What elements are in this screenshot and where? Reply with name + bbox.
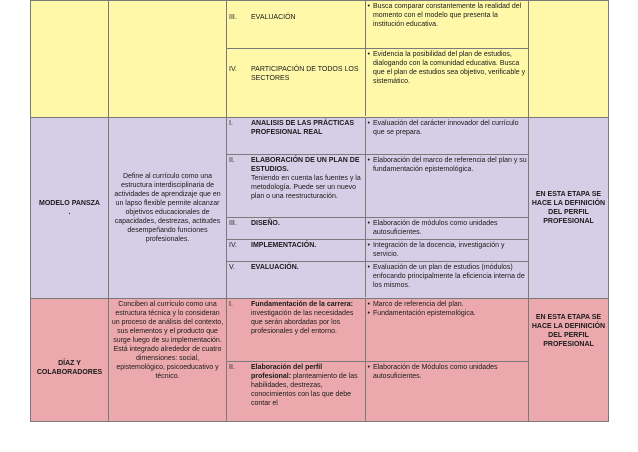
bullet-icon: • <box>367 219 370 227</box>
table-row-pansza <box>31 118 609 299</box>
phase-row <box>227 118 529 154</box>
phase-name: Fundamentación de la carrera: <box>251 301 353 308</box>
phase-detail: investigación de las necesidades que serán abordadas por los profesionales y del entorno. <box>251 310 354 335</box>
phase-bullets <box>365 239 529 261</box>
phase-name: EVALUACIÓN. <box>249 261 365 297</box>
bullet-item <box>368 119 528 137</box>
bullet-text: Evidencia la posibilidad del plan de estudios, dialogando con la comunidad educativa. Busca que el plan de estudios sea objetivo, verificable y sistemático. <box>372 50 526 85</box>
phase-row <box>227 239 529 261</box>
phase-bullets <box>365 217 529 239</box>
phase-row <box>227 217 529 239</box>
bullet-icon: • <box>367 241 370 249</box>
phase-bullets <box>365 48 529 116</box>
phase-number: V. <box>227 261 249 297</box>
bullet-item <box>368 363 528 381</box>
phase-name: IMPLEMENTACIÓN. <box>249 239 365 261</box>
phase-name: DISEÑO. <box>249 217 365 239</box>
phases-cell <box>227 118 529 299</box>
phase-bullets <box>365 361 529 421</box>
bullet-item <box>368 241 528 259</box>
phase-row <box>227 48 529 116</box>
phase-bullets <box>365 299 529 361</box>
result-cell: EN ESTA ETAPA SE HACE LA DEFINICIÓN DEL PERFIL PROFESIONAL <box>529 299 609 422</box>
bullet-icon: • <box>367 3 370 10</box>
curriculum-models-table <box>30 0 608 452</box>
phase-number: IV. <box>227 239 249 261</box>
phases-table-top <box>227 1 529 116</box>
bullet-text: Busca comparar constantemente la realidad del momento con el modelo que presenta la institución educativa. <box>372 3 522 28</box>
bullet-icon: • <box>367 156 370 164</box>
phase-row <box>227 299 529 361</box>
phase-cell <box>249 299 365 361</box>
phase-number: II. <box>227 154 249 217</box>
author-cell: DÍAZ Y COLABORADORES <box>31 299 109 422</box>
bullet-icon: • <box>367 120 370 127</box>
phase-cell <box>249 154 365 217</box>
bullet-icon: • <box>367 50 370 58</box>
phase-name: ELABORACIÓN DE UN PLAN DE ESTUDIOS. <box>251 156 360 173</box>
bullet-text: Integración de la docencia, investigación y servicio. <box>372 241 505 258</box>
phase-number: I. <box>227 118 249 154</box>
bullet-text: Elaboración de Módulos como unidades autosuficientes. <box>372 363 498 380</box>
phase-number: III. <box>227 1 249 48</box>
phase-bullets <box>365 118 529 154</box>
phase-name: Elaboración del perfil profesional: <box>251 363 323 380</box>
phase-row <box>227 261 529 297</box>
phase-name: PARTICIPACIÓN DE TODOS LOS SECTORES <box>249 48 365 116</box>
phases-table-diaz <box>227 299 529 421</box>
author-name: MODELO PANSZA <box>39 200 100 207</box>
phase-number: III. <box>227 217 249 239</box>
bullet-text: Evaluación de un plan de estudios (módulos) enfocando principalmente la eficiencia interna de los mismos. <box>372 263 525 289</box>
author-suffix: . <box>68 209 71 216</box>
phases-cell <box>227 1 529 118</box>
comparison-table <box>30 0 609 422</box>
definition-cell: Conciben al currículo como una estructura técnica y lo consideran un proceso de análisis del contexto, sus elementos y el producto que surge luego de su implementación. Está integrado alrededor de cuatro dimensiones: social, epistemológico, psicoeducativo y técnico. <box>109 299 227 422</box>
phase-bullets <box>365 1 529 48</box>
bullet-icon: • <box>367 310 370 317</box>
phase-cell <box>249 361 365 421</box>
bullet-text: Evaluación del carácter innovador del currículo que se prepara. <box>372 120 519 136</box>
bullet-text: Marco de referencia del plan. <box>372 301 464 308</box>
phase-name: EVALUACIÓN <box>249 1 365 48</box>
bullet-item <box>368 156 528 174</box>
phases-table-pansza <box>227 118 529 297</box>
phase-bullets <box>365 261 529 297</box>
definition-cell-empty <box>109 1 227 118</box>
bullet-text: Fundamentación epistemológica. <box>372 310 476 317</box>
bullet-item <box>368 309 528 318</box>
author-cell-empty <box>31 1 109 118</box>
phase-number: IV. <box>227 48 249 116</box>
bullet-icon: • <box>367 263 370 271</box>
phase-number: I. <box>227 299 249 361</box>
phases-cell <box>227 299 529 422</box>
bullet-icon: • <box>367 363 370 371</box>
phase-name: ANALISIS DE LAS PRÁCTICAS PROFESIONAL REAL <box>249 118 365 154</box>
bullet-text: Elaboración de módulos como unidades autosuficientes. <box>372 219 498 236</box>
bullet-item <box>368 2 528 29</box>
table-row-diaz <box>31 299 609 422</box>
phase-number: II. <box>227 361 249 421</box>
bullet-icon: • <box>367 301 370 308</box>
phase-detail: planteamiento de las habilidades, destrezas, conocimientos con las que debe contar el <box>251 372 358 407</box>
phase-row <box>227 154 529 217</box>
bullet-text: Elaboración del marco de referencia del plan y su fundamentación epistemológica. <box>372 156 527 173</box>
table-row-top <box>31 1 609 118</box>
phase-detail: Teniendo en cuenta las fuentes y la metodología. Puede ser un nuevo plan o una reestructuración. <box>251 174 361 200</box>
phase-bullets <box>365 154 529 217</box>
result-cell: EN ESTA ETAPA SE HACE LA DEFINICIÓN DEL PERFIL PROFESIONAL <box>529 118 609 299</box>
result-cell-empty <box>529 1 609 118</box>
author-cell <box>31 118 109 299</box>
bullet-item <box>368 263 528 290</box>
bullet-item <box>368 300 528 309</box>
phase-row <box>227 361 529 421</box>
bullet-item <box>368 50 528 86</box>
definition-cell: Define al currículo como una estructura interdisciplinaria de actividades de aprendizaje que en un lapso flexible permite alcanzar objetivos educacionales de capacidades, destrezas, actitudes desempeñando funciones profesionales. <box>109 118 227 299</box>
phase-row <box>227 1 529 48</box>
bullet-item <box>368 219 528 237</box>
